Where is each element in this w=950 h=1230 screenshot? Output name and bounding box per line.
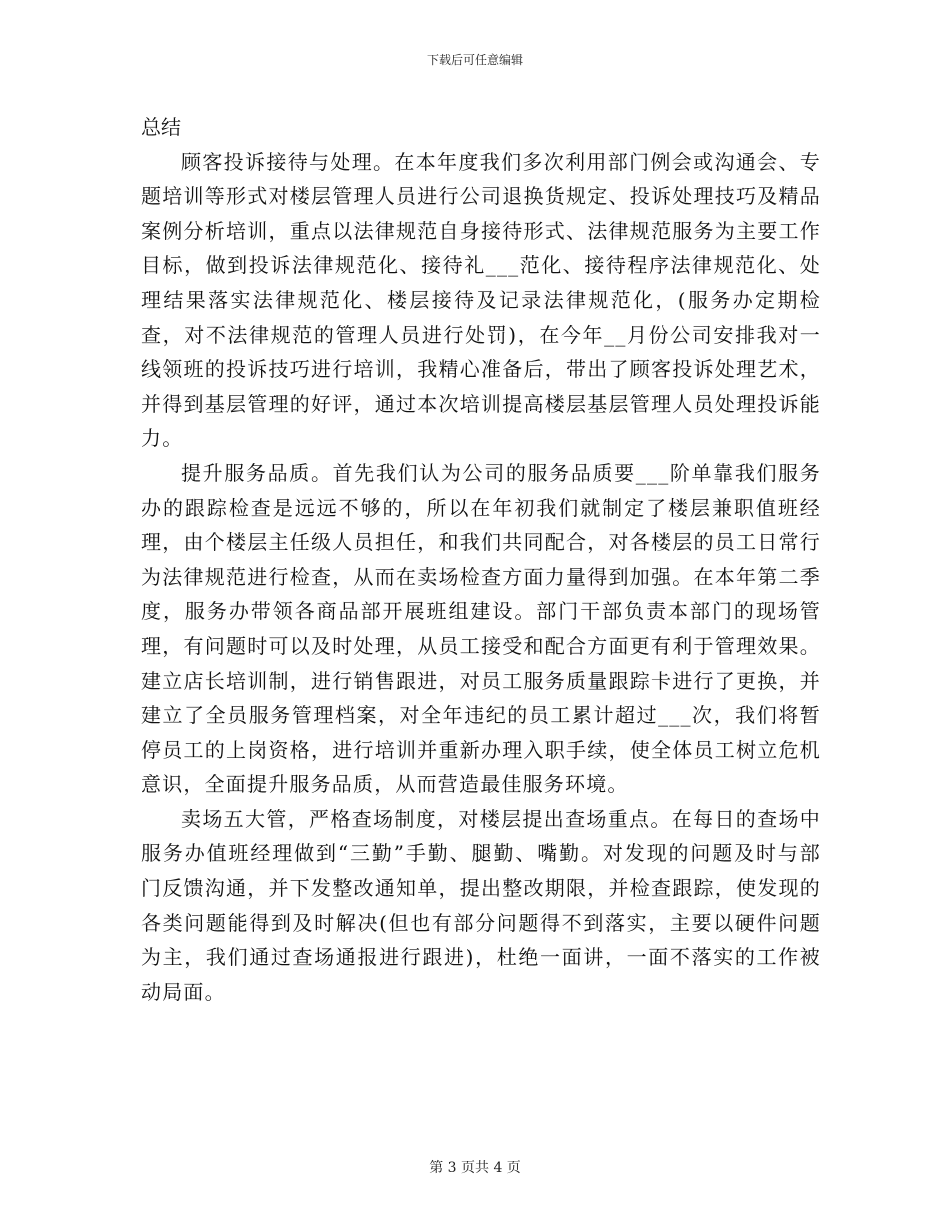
- paragraph-complaint-handling: 顾客投诉接待与处理。在本年度我们多次利用部门例会或沟通会、专题培训等形式对楼层管理人员进行公司退换货规定、投诉处理技巧及精品案例分析培训，重点以法律规范自身接待形式、法律规范服务为主要工作目标，做到投诉法律规范化、接待礼___范化、接待程序法律规范化、处理结果落实法律规范化、楼层接待及记录法律规范化，(服务办定期检查，对不法律规范的管理人员进行处罚)，在今年__月份公司安排我对一线领班的投诉技巧进行培训，我精心准备后，带出了顾客投诉处理艺术，并得到基层管理的好评，通过本次培训提高楼层基层管理人员处理投诉能力。: [141, 149, 821, 451]
- section-heading: 总结: [141, 115, 181, 139]
- paragraph-service-quality: 提升服务品质。首先我们认为公司的服务品质要___阶单靠我们服务办的跟踪检查是远远不够的，所以在年初我们就制定了楼层兼职值班经理，由个楼层主任级人员担任，和我们共同配合，对各楼层的员工日常行为法律规范进行检查，从而在卖场检查方面力量得到加强。在本年第二季度，服务办带领各商品部开展班组建设。部门干部负责本部门的现场管理，有问题时可以及时处理，从员工接受和配合方面更有利于管理效果。建立店长培训制，进行销售跟进，对员工服务质量跟踪卡进行了更换，并建立了全员服务管理档案，对全年违纪的员工累计超过___次，我们将暂停员工的上岗资格，进行培训并重新办理入职手续，使全体员工树立危机意识，全面提升服务品质，从而营造最佳服务环境。: [141, 460, 821, 797]
- document-body: [141, 110, 821, 1009]
- paragraph-floor-inspection: 卖场五大管，严格查场制度，对楼层提出查场重点。在每日的查场中服务办值班经理做到“三勤”手勤、腿勤、嘴勤。对发现的问题及时与部门反馈沟通，并下发整改通知单，提出整改期限，并检查跟踪，使发现的各类问题能得到及时解决(但也有部分问题得不到落实，主要以硬件问题为主，我们通过查场通报进行跟进)，杜绝一面讲，一面不落实的工作被动局面。: [141, 806, 821, 1004]
- page-number: 第 3 页共 4 页: [429, 1160, 521, 1176]
- page-header: 下载后可任意编辑: [426, 53, 523, 67]
